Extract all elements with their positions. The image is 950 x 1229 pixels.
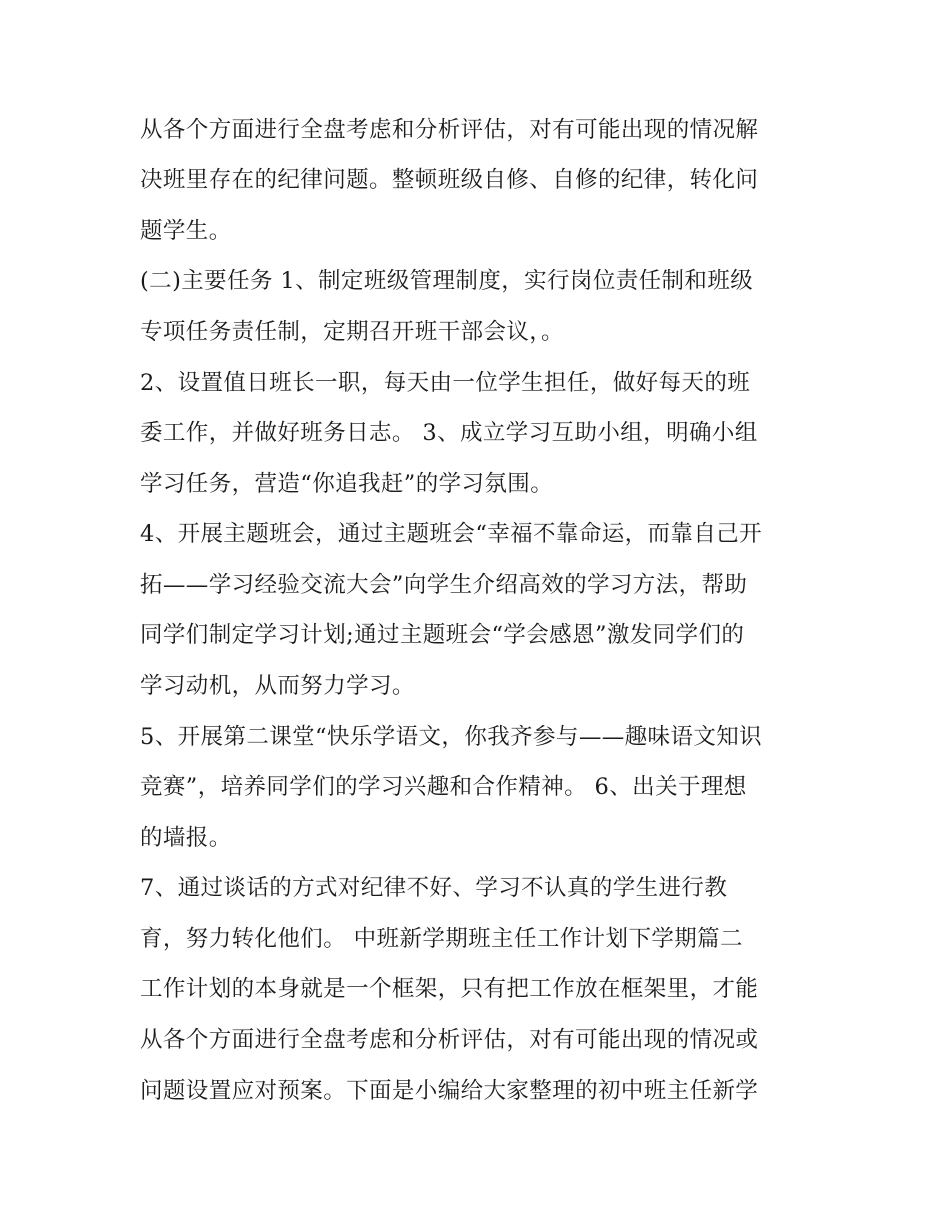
text-line: 2、设置值日班长一职，每天由一位学生担任，做好每天的班 xyxy=(140,370,751,396)
text-line: (二)主要任务 1、制定班级管理制度，实行岗位责任制和班级 xyxy=(140,268,754,294)
text-line: 委工作，并做好班务日志。 3、成立学习互助小组，明确小组 xyxy=(140,420,758,446)
text-line: 拓——学习经验交流大会”向学生介绍高效的学习方法，帮助 xyxy=(140,572,748,598)
text-line: 学习动机，从而努力学习。 xyxy=(140,673,415,699)
text-line: 题学生。 xyxy=(140,218,232,244)
text-line: 问题设置应对预案。下面是小编给大家整理的初中班主任新学 xyxy=(140,1078,759,1104)
text-line: 同学们制定学习计划;通过主题班会“学会感恩”激发同学们的 xyxy=(140,622,745,648)
text-line: 的墙报。 xyxy=(140,825,232,851)
text-line: 工作计划的本身就是一个框架，只有把工作放在框架里，才能 xyxy=(140,976,759,1002)
text-line: 专项任务责任制，定期召开班干部会议，。 xyxy=(140,319,564,345)
text-line: 学习任务，营造“你追我赶”的学习氛围。 xyxy=(140,471,554,497)
text-line: 5、开展第二课堂“快乐学语文，你我齐参与——趣味语文知识 xyxy=(140,724,763,750)
text-line: 从各个方面进行全盘考虑和分析评估，对有可能出现的情况解 xyxy=(140,117,759,143)
text-line: 4、开展主题班会，通过主题班会“幸福不靠命运，而靠自己开 xyxy=(140,521,763,547)
text-line: 育，努力转化他们。 中班新学期班主任工作计划下学期篇二 xyxy=(140,926,743,952)
text-line: 7、通过谈话的方式对纪律不好、学习不认真的学生进行教 xyxy=(140,875,728,901)
text-line: 从各个方面进行全盘考虑和分析评估，对有可能出现的情况或 xyxy=(140,1027,759,1053)
text-line: 竞赛”，培养同学们的学习兴趣和合作精神。 6、出关于理想 xyxy=(140,774,747,800)
text-line: 决班里存在的纪律问题。整顿班级自修、自修的纪律，转化问 xyxy=(140,167,759,193)
